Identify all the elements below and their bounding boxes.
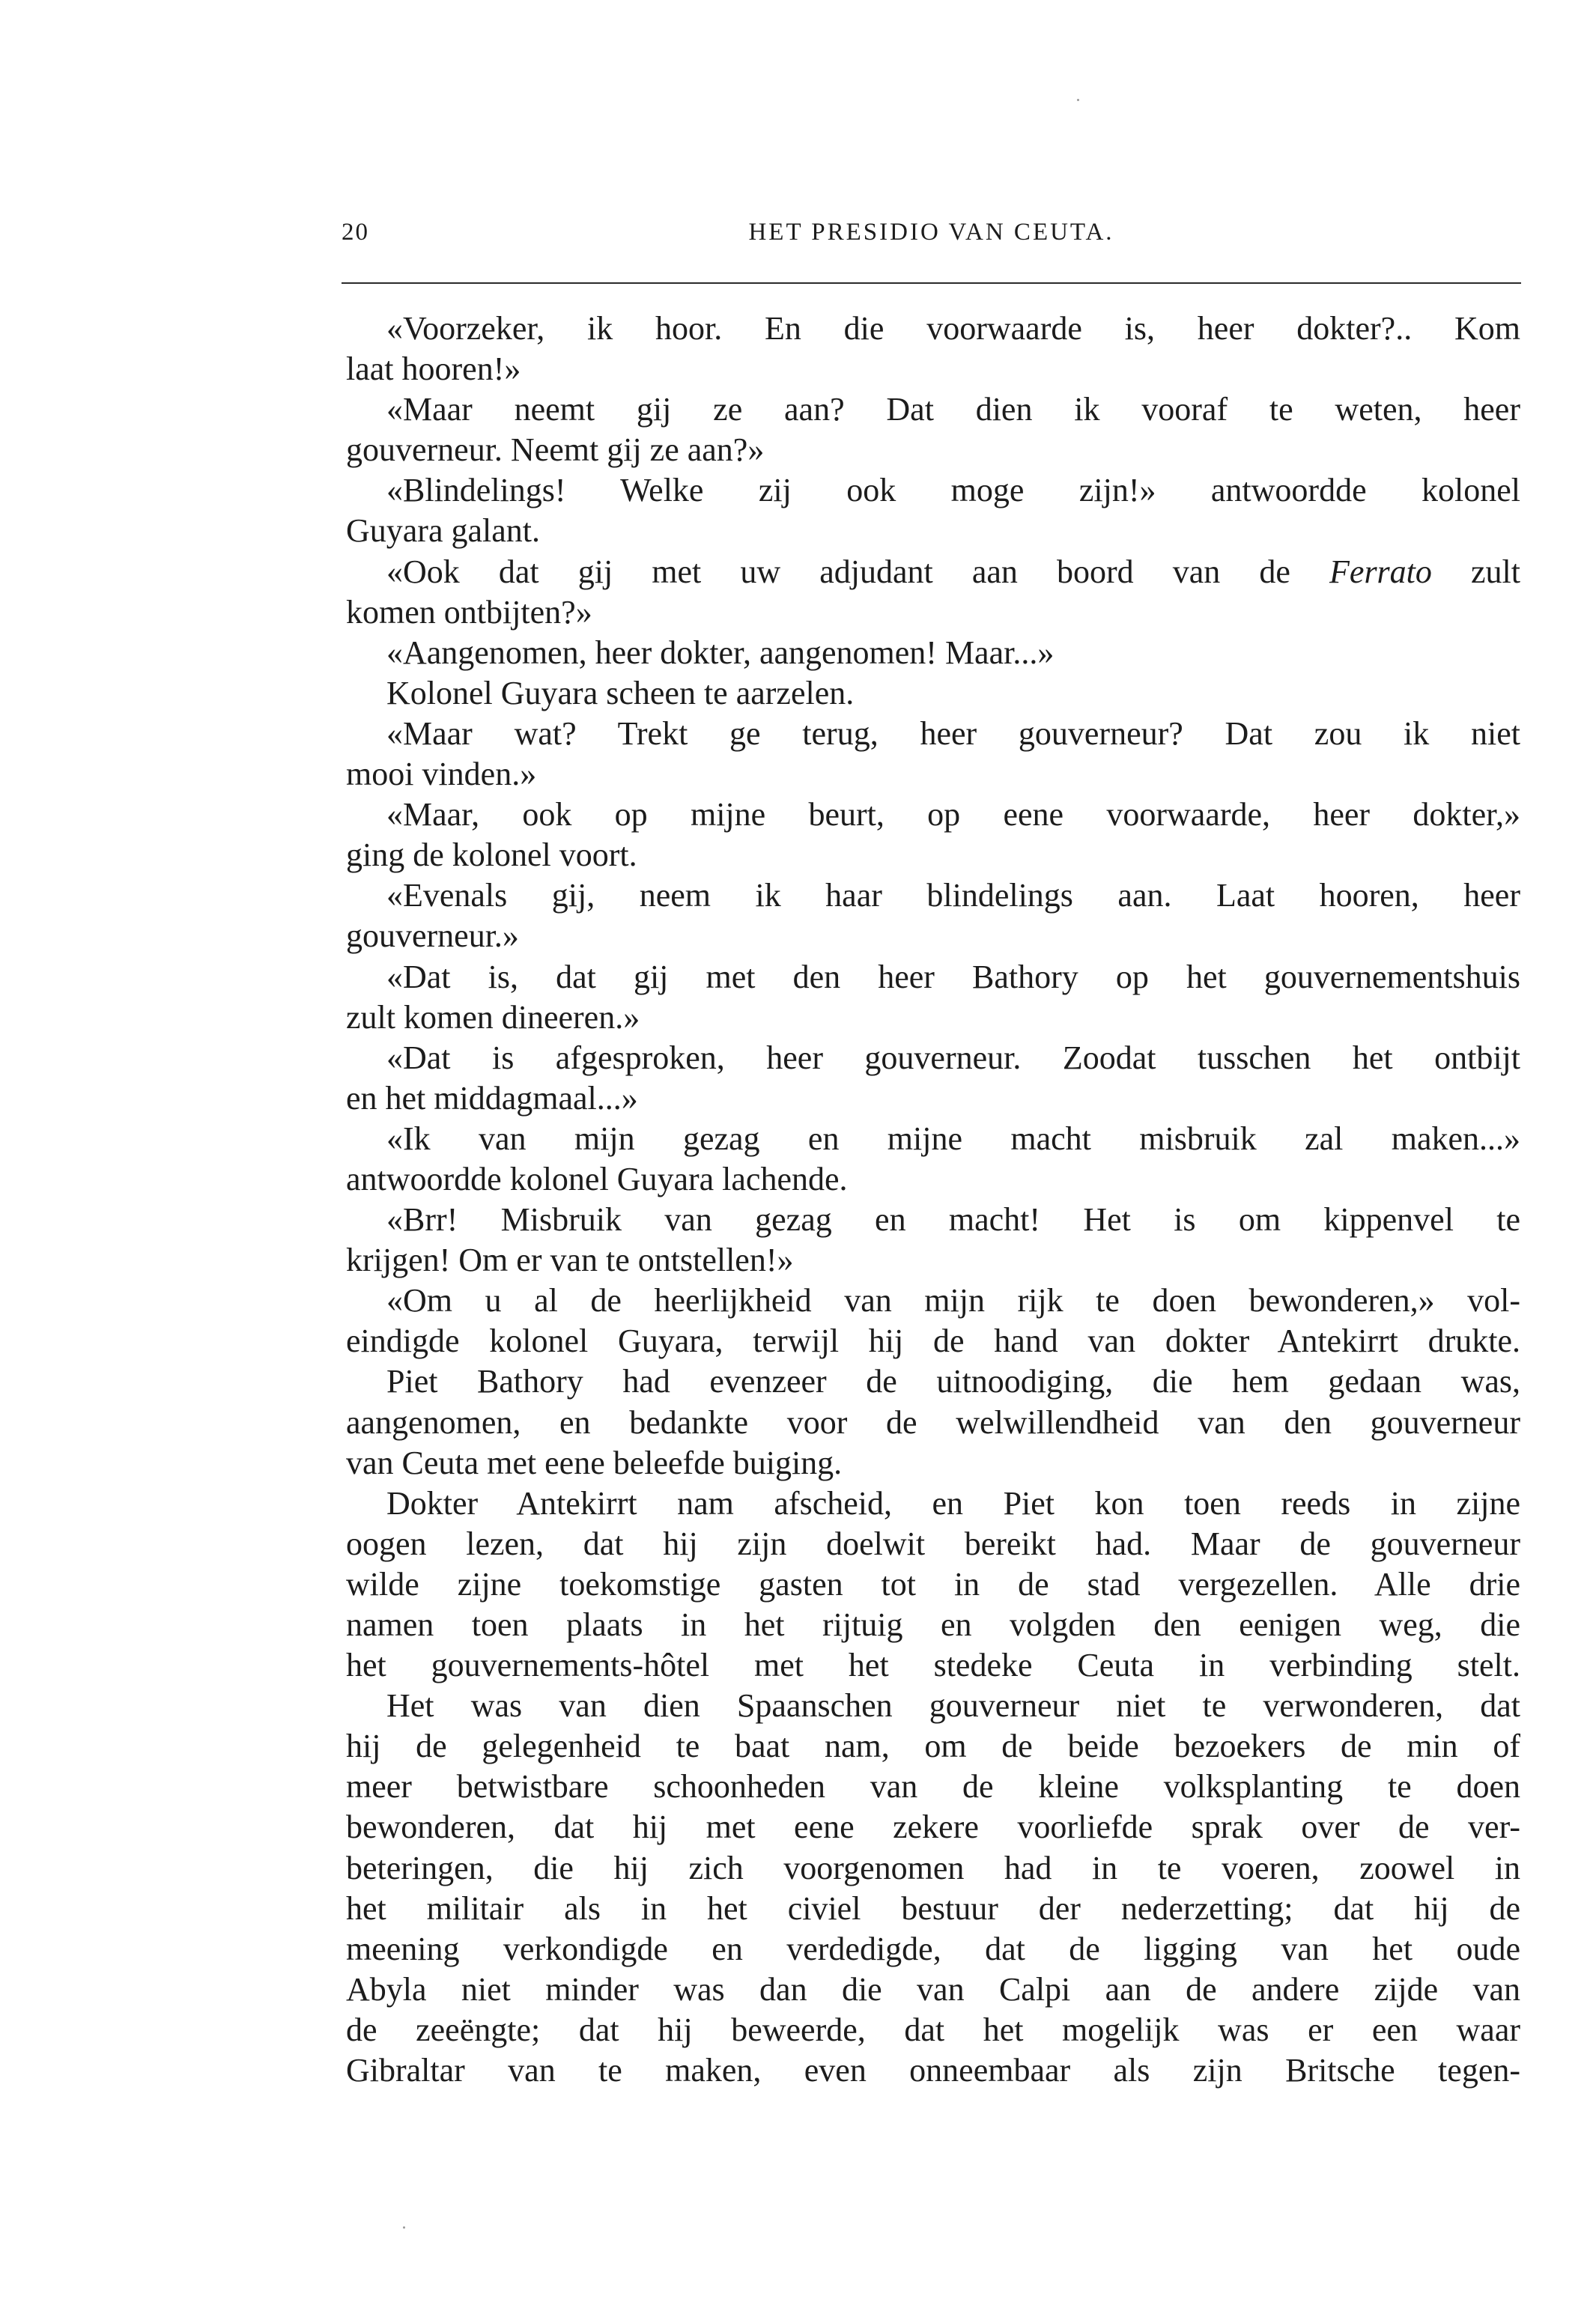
text-line: Gibraltar van te maken, even onneembaar als zijn Britsche tegen- [346,2052,1520,2089]
text-line: wilde zijne toekomstige gasten tot in de stad vergezellen. Alle drie [346,1565,1520,1603]
text-line: het gouvernements-hôtel met het stedeke Ceuta in verbinding stelt. [346,1647,1520,1684]
text-line: «Maar, ook op mijne beurt, op eene voorwaarde, heer dokter,» [386,796,1520,833]
text-line: antwoordde kolonel Guyara lachende. [346,1160,848,1197]
text-line: beteringen, die hij zich voorgenomen had in te voeren, zoowel in [346,1849,1520,1886]
text-line: «Ik van mijn gezag en mijne macht misbruik zal maken...» [386,1120,1520,1157]
print-speck [403,2226,405,2229]
running-head: HET PRESIDIO VAN CEUTA. [748,219,1114,246]
text-line: Het was van dien Spaanschen gouverneur niet te verwonderen, dat [386,1687,1520,1725]
text-line: «Maar wat? Trekt ge terug, heer gouverneur? Dat zou ik niet [386,714,1520,752]
text-line: oogen lezen, dat hij zijn doelwit bereikt had. Maar de gouverneur [346,1525,1520,1562]
text-line: «Maar neemt gij ze aan? Dat dien ik vooraf te weten, heer [386,391,1520,428]
text-line: meer betwistbare schoonheden van de kleine volksplanting te doen [346,1768,1520,1806]
text-line: Guyara galant. [346,512,540,550]
text-fragment: «Ook dat gij met uw adjudant aan boord van de [386,553,1290,590]
text-line: ging de kolonel voort. [346,836,637,874]
text-line: krijgen! Om er van te ontstellen!» [346,1242,794,1279]
text-line: «Evenals gij, neem ik haar blindelings aan. Laat hooren, heer [386,877,1520,914]
body-text [346,309,1520,2091]
header-rule [342,282,1521,284]
text-line: en het middagmaal...» [346,1079,638,1117]
text-line: Dokter Antekirrt nam afscheid, en Piet kon toen reeds in zijne [386,1484,1520,1522]
text-line: laat hooren!» [346,350,521,388]
print-speck [1077,99,1079,101]
text-line: eindigde kolonel Guyara, terwijl hij de hand van dokter Antekirrt drukte. [346,1322,1520,1360]
text-line: Kolonel Guyara scheen te aarzelen. [386,674,855,711]
text-line: gouverneur. Neemt gij ze aan?» [346,431,765,469]
text-line: het militair als in het civiel bestuur der nederzetting; dat hij de [346,1889,1520,1927]
text-line: «Blindelings! Welke zij ook moge zijn!» antwoordde kolonel [386,472,1520,509]
text-line: meening verkondigde en verdedigde, dat de ligging van het oude [346,1930,1520,1967]
text-line: bewonderen, dat hij met eene zekere voorliefde sprak over de ver- [346,1809,1520,1846]
text-line: Piet Bathory had evenzeer de uitnoodiging, die hem gedaan was, [386,1363,1520,1400]
text-line: «Aangenomen, heer dokter, aangenomen! Maar...» [386,634,1055,671]
page-header [342,219,1521,256]
text-line: mooi vinden.» [346,756,537,793]
text-fragment: zult [1431,553,1520,590]
text-line: Abyla niet minder was dan die van Calpi aan de andere zijde van [346,1970,1520,2008]
text-line: zult komen dineeren.» [346,998,640,1036]
text-line: namen toen plaats in het rijtuig en volgden den eenigen weg, die [346,1606,1520,1643]
text-line [346,552,1520,592]
text-line: van Ceuta met eene beleefde buiging. [346,1444,843,1481]
text-line: «Om u al de heerlijkheid van mijn rijk te doen bewonderen,» vol- [386,1282,1520,1320]
text-line: hij de gelegenheid te baat nam, om de beide bezoekers de min of [346,1728,1520,1765]
text-line: «Brr! Misbruik van gezag en macht! Het is om kippenvel te [386,1201,1520,1239]
text-line: «Dat is afgesproken, heer gouverneur. Zoodat tusschen het ontbijt [386,1039,1520,1076]
text-line: gouverneur.» [346,917,519,955]
text-line: «Voorzeker, ik hoor. En die voorwaarde is, heer dokter?.. Kom [386,310,1520,347]
text-line: «Dat is, dat gij met den heer Bathory op het gouvernementshuis [386,958,1520,995]
text-line: de zeeëngte; dat hij beweerde, dat het mogelijk was er een waar [346,2011,1520,2048]
text-line: komen ontbijten?» [346,593,592,631]
text-line: aangenomen, en bedankte voor de welwillendheid van den gouverneur [346,1403,1520,1441]
ship-name: Ferrato [1329,553,1432,590]
page-number: 20 [342,219,369,246]
